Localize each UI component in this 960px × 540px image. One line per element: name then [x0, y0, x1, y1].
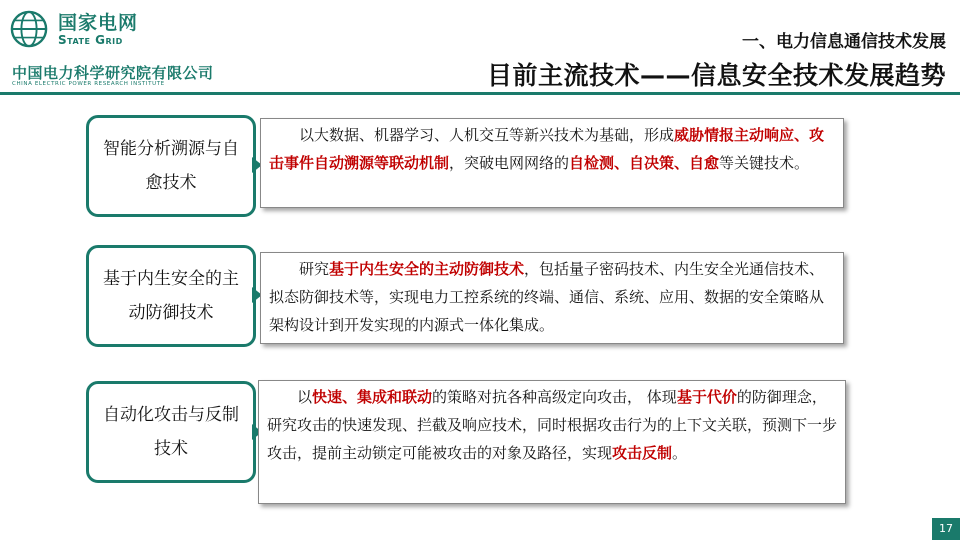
highlight-text: 威胁情报主动响应、攻击事件自动溯源等联动机制: [269, 126, 825, 172]
highlight-text: 攻击反制: [612, 444, 673, 462]
logo-chinese-name: 国家电网: [58, 12, 139, 34]
state-grid-logo-icon: [10, 10, 48, 48]
logo-english-name: State Grid: [58, 33, 123, 47]
body-text: 。: [672, 444, 688, 462]
topic-label-box: [86, 245, 256, 347]
highlight-text: 基于代价: [676, 388, 737, 406]
body-text: 的防御理念，研究攻击的快速发现、拦截及响应技术，同时根据攻击行为的上下文关联，预测下一步攻击，提前主动锁定可能被攻击的对象及路径，实现: [267, 388, 838, 462]
topic-description: [260, 252, 844, 344]
highlight-text: 快速、集成和联动: [312, 388, 433, 406]
body-text: ，突破电网网络的: [449, 154, 570, 172]
header-divider: [0, 92, 960, 95]
slide-header: [0, 0, 960, 96]
description-text: [267, 383, 837, 467]
body-text: ，包括量子密码技术、内生安全光通信技术、拟态防御技术等，实现电力工控系统的终端、通信、系统、应用、数据的安全策略从架构设计到开发实现的内源式一体化集成。: [269, 260, 825, 334]
topic-label: 自动化攻击与反制技术: [103, 405, 239, 459]
topic-label-box: [86, 381, 256, 483]
description-text: [269, 255, 835, 339]
institute-chinese-name: 中国电力科学研究院有限公司: [12, 64, 214, 82]
topic-label-box: [86, 115, 256, 217]
topic-label: 基于内生安全的主动防御技术: [103, 269, 239, 323]
body-text: 以: [297, 388, 313, 406]
topic-description: [258, 380, 846, 504]
highlight-text: 基于内生安全的主动防御技术: [329, 260, 525, 278]
description-text: [269, 121, 835, 177]
body-text: 研究: [299, 260, 330, 278]
topic-description: [260, 118, 844, 208]
page-title: 目前主流技术——信息安全技术发展趋势: [486, 61, 946, 90]
body-text: 的策略对抗各种高级定向攻击， 体现: [432, 388, 677, 406]
body-text: 等关键技术。: [719, 154, 810, 172]
highlight-text: 自检测、自决策、自愈: [569, 154, 720, 172]
institute-english-name: CHINA ELECTRIC POWER RESEARCH INSTITUTE: [12, 81, 165, 87]
topic-label: 智能分析溯源与自愈技术: [103, 139, 239, 193]
body-text: 以大数据、机器学习、人机交互等新兴技术为基础，形成: [299, 126, 675, 144]
section-title: 一、电力信息通信技术发展: [742, 32, 946, 52]
page-number: 17: [932, 518, 960, 540]
